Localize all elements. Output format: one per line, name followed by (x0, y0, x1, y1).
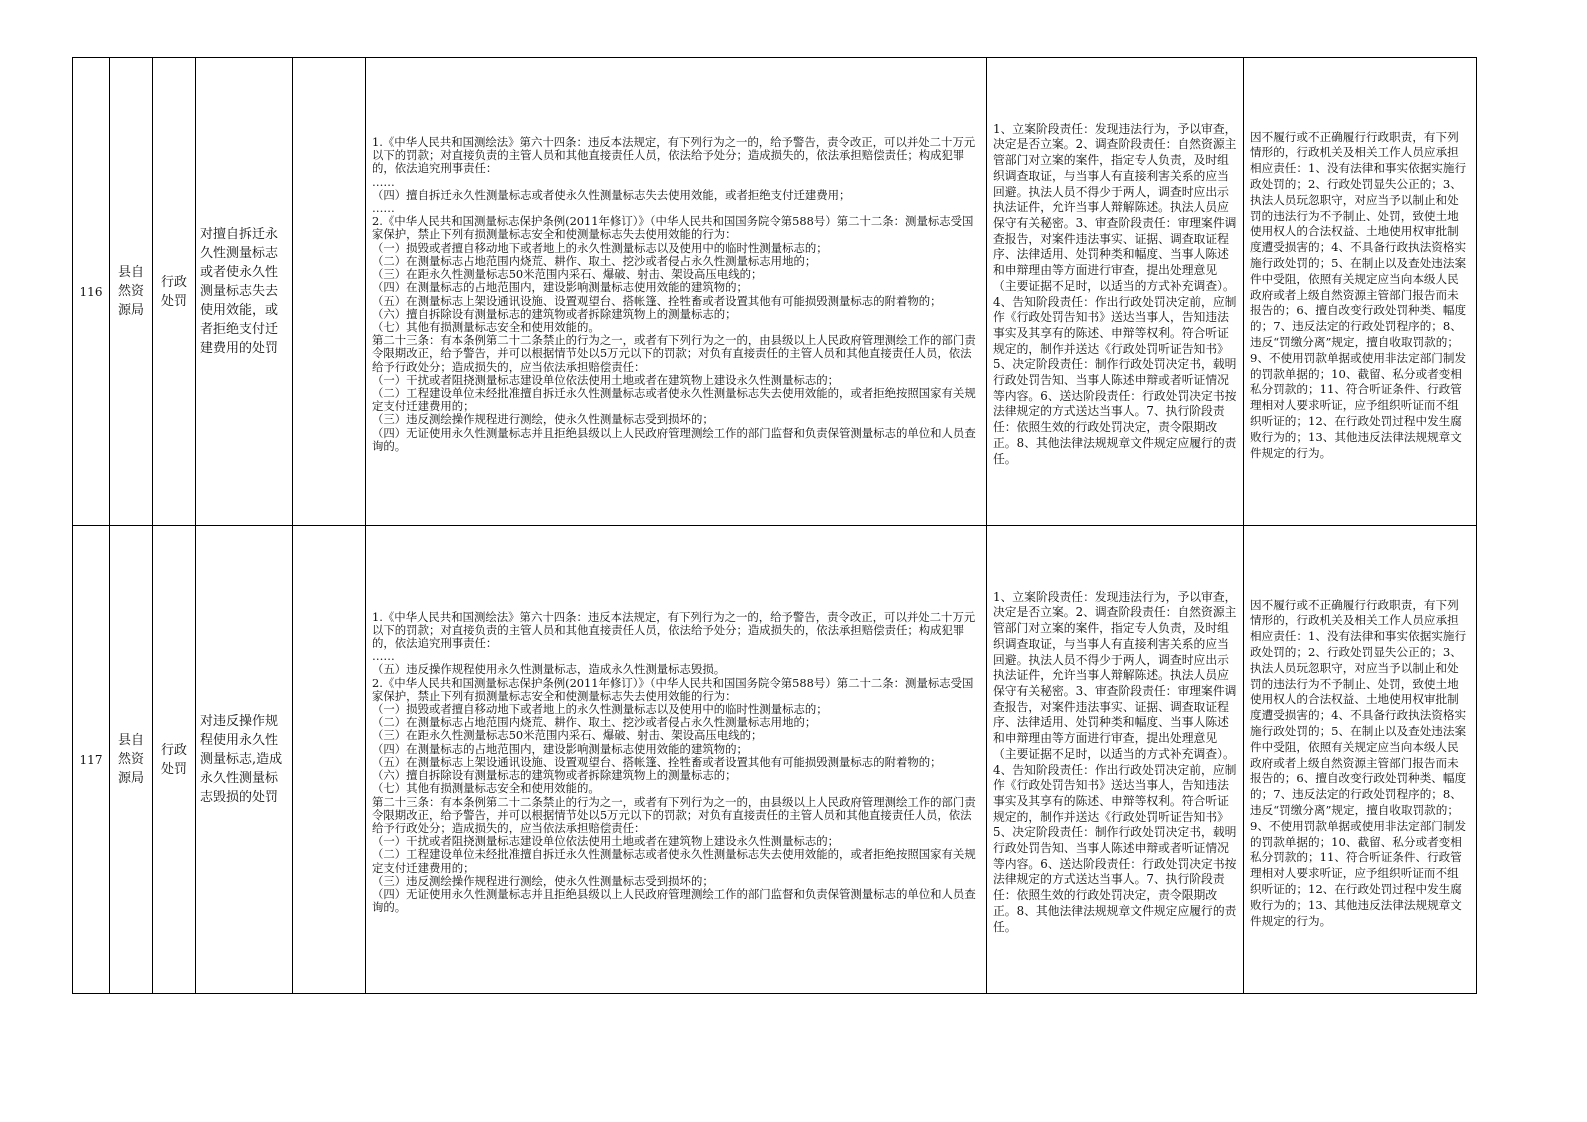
department-cell (110, 526, 153, 994)
power-item-cell (196, 526, 293, 994)
power-item-text: 对违反操作规程使用永久性测量标志,造成永久性测量标志毁损的处罚 (200, 714, 283, 805)
basis-line: （一）干扰或者阻挠测量标志建设单位依法使用土地或者在建筑物上建设永久性测量标志的； (372, 372, 840, 387)
table-row (73, 526, 1477, 994)
row-index: 116 (73, 58, 110, 526)
basis-line: （二）工程建设单位未经批准擅自拆迁永久性测量标志或者使永久性测量标志失去使用效能的，或者拒绝按照国家有关规定支付迁建费用的； (372, 847, 976, 875)
legal-basis-cell (366, 526, 987, 994)
basis-line: （二）在测量标志占地范围内烧荒、耕作、取土、挖沙或者侵占永久性测量标志用地的； (372, 253, 817, 268)
basis-line: （三）违反测绘操作规程进行测绘，使永久性测量标志受到损坏的； (372, 412, 714, 427)
basis-line: …… (372, 201, 395, 216)
basis-line: （三）违反测绘操作规程进行测绘，使永久性测量标志受到损坏的； (372, 873, 714, 888)
liability-text: 因不履行或不正确履行行政职责，有下列情形的，行政机关及相关工作人员应承担相应责任：1、没有法律和事实依据实施行政处罚的；2、行政处罚显失公正的；3、执法人员玩忽职守，对应当予以制止和处罚的违法行为不予制止、处罚，致使土地使用权人的合法权益、土地使用权审批制度遭受损害的；4、不具备行政执法资格实施行政处罚的；5、在制止以及查处违法案件中受阻，依照有关规定应当向本级人民政府或者上级自然资源主管部门报告而未报告的；6、擅自改变行政处罚种类、幅度的；7、违反法定的行政处罚程序的；8、违反“罚缴分离”规定，擅自收取罚款的；9、不使用罚款单据或使用非法定部门制发的罚款单据的；10、截留、私分或者变相私分罚款的；11、符合听证条件、行政管理相对人要求听证，应予组织听证而不组织听证的；12、在行政处罚过程中发生腐败行为的；13、其他违反法律法规规章文件规定的行为。 (1250, 129, 1467, 460)
basis-line: （四）在测量标志的占地范围内，建设影响测量标志使用效能的建筑物的； (372, 741, 748, 756)
basis-line: （二）在测量标志占地范围内烧荒、耕作、取土、挖沙或者侵占永久性测量标志用地的； (372, 715, 817, 730)
basis-line: 第二十三条：有本条例第二十二条禁止的行为之一，或者有下列行为之一的，由县级以上人民政府管理测绘工作的部门责令限期改正，给予警告，并可以根据情节处以5万元以下的罚款；对负有直接责任的主管人员和其他直接责任人员，依法给予行政处分；造成损失的，应当依法承担赔偿责任： (372, 794, 976, 835)
duty-cell (987, 526, 1244, 994)
duty-cell (987, 58, 1244, 526)
basis-line: 1.《中华人民共和国测绘法》第六十四条：违反本法规定，有下列行为之一的，给予警告，责令改正，可以并处二十万元以下的罚款；对直接负责的主管人员和其他直接责任人员，依法给予处分；造成损失的，依法承担赔偿责任；构成犯罪的，依法追究刑事责任： (372, 135, 976, 176)
power-type-cell (153, 526, 196, 994)
basis-line: （六）擅自拆除设有测量标志的建筑物或者拆除建筑物上的测量标志的； (372, 306, 737, 321)
row-index: 117 (73, 526, 110, 994)
legal-basis-text (366, 130, 986, 453)
department-text: 县自然资源局 (117, 265, 144, 318)
power-type-text: 行政处罚 (160, 274, 187, 309)
basis-line: 1.《中华人民共和国测绘法》第六十四条：违反本法规定，有下列行为之一的，给予警告，责令改正，可以并处二十万元以下的罚款；对直接负责的主管人员和其他直接责任人员，依法给予处分；造成损失的，依法承担赔偿责任；构成犯罪的，依法追究刑事责任： (372, 609, 976, 651)
legal-basis-text (366, 605, 986, 915)
basis-line: （三）在距永久性测量标志50米范围内采石、爆破、射击、架设高压电线的； (372, 267, 763, 282)
table-row (73, 58, 1477, 526)
basis-line: （一）损毁或者擅自移动地下或者地上的永久性测量标志以及使用中的临时性测量标志的； (372, 702, 828, 717)
duty-text: 1、立案阶段责任：发现违法行为，予以审查，决定是否立案。2、调查阶段责任：自然资源主管部门对立案的案件，指定专人负责，及时组织调查取证，与当事人有直接利害关系的应当回避。执法人员不得少于两人，调查时应出示执法证件，允许当事人辩解陈述。执法人员应保守有关秘密。3、审查阶段责任：审理案件调查报告，对案件违法事实、证据、调查取证程序、法律适用、处罚种类和幅度、当事人陈述和申辩理由等方面进行审查，提出处理意见（主要证据不足时，以适当的方式补充调查）。4、告知阶段责任：作出行政处罚决定前，应制作《行政处罚告知书》送达当事人，告知违法事实及其享有的陈述、申辩等权利。符合听证规定的，制作并送达《行政处罚听证告知书》5、决定阶段责任：制作行政处罚决定书，载明行政处罚告知、当事人陈述申辩或者听证情况等内容。6、送达阶段责任：行政处罚决定书按法律规定的方式送达当事人。7、执行阶段责任：依照生效的行政处罚决定，责令限期改正。8、其他法律法规规章文件规定应履行的责任。 (993, 121, 1237, 466)
liability-cell (1244, 58, 1477, 526)
basis-line: （五）违反操作规程使用永久性测量标志，造成永久性测量标志毁损。 (372, 662, 726, 677)
basis-line: 第二十三条：有本条例第二十二条禁止的行为之一，或者有下列行为之一的，由县级以上人民政府管理测绘工作的部门责令限期改正，给予警告，并可以根据情节处以5万元以下的罚款；对负有直接责任的主管人员和其他直接责任人员，依法给予行政处分；造成损失的，应当依法承担赔偿责任： (372, 333, 976, 374)
department-cell (110, 58, 153, 526)
basis-line: 2.《中华人民共和国测量标志保护条例(2011年修订）》（中华人民共和国国务院令第588号）第二十二条：测量标志受国家保护，禁止下列有损测量标志安全和使测量标志失去使用效能的行为： (372, 214, 974, 242)
basis-line: （七）其他有损测量标志安全和使用效能的。 (372, 319, 600, 334)
power-list-table (72, 57, 1477, 994)
empty-cell (293, 526, 366, 994)
basis-line: （五）在测量标志上架设通讯设施、设置观望台、搭帐篷、拴牲畜或者设置其他有可能损毁测量标志的附着物的； (372, 754, 942, 769)
liability-text: 因不履行或不正确履行行政职责，有下列情形的，行政机关及相关工作人员应承担相应责任：1、没有法律和事实依据实施行政处罚的；2、行政处罚显失公正的；3、执法人员玩忽职守，对应当予以制止和处罚的违法行为不予制止、处罚，致使土地使用权人的合法权益、土地使用权审批制度遭受损害的；4、不具备行政执法资格实施行政处罚的；5、在制止以及查处违法案件中受阻，依照有关规定应当向本级人民政府或者上级自然资源主管部门报告而未报告的；6、擅自改变行政处罚种类、幅度的；7、违反法定的行政处罚程序的；8、违反“罚缴分离”规定，擅自收取罚款的；9、不使用罚款单据或使用非法定部门制发的罚款单据的；10、截留、私分或者变相私分罚款的；11、符合听证条件、行政管理相对人要求听证，应予组织听证而不组织听证的；12、在行政处罚过程中发生腐败行为的；13、其他违反法律法规规章文件规定的行为。 (1250, 597, 1467, 928)
basis-line: （二）工程建设单位未经批准擅自拆迁永久性测量标志或者使永久性测量标志失去使用效能的，或者拒绝按照国家有关规定支付迁建费用的； (372, 385, 976, 414)
legal-basis-cell (366, 58, 987, 526)
basis-line: （五）在测量标志上架设通讯设施、设置观望台、搭帐篷、拴牲畜或者设置其他有可能损毁测量标志的附着物的； (372, 293, 942, 308)
basis-line: （四）擅自拆迁永久性测量标志或者使永久性测量标志失去使用效能，或者拒绝支付迁建费用； (372, 187, 851, 202)
basis-line: （七）其他有损测量标志安全和使用效能的。 (372, 781, 600, 796)
basis-line: （四）无证使用永久性测量标志并且拒绝县级以上人民政府管理测绘工作的部门监督和负责保管测量标志的单位和人员查询的。 (372, 425, 976, 453)
basis-line: （四）无证使用永久性测量标志并且拒绝县级以上人民政府管理测绘工作的部门监督和负责保管测量标志的单位和人员查询的。 (372, 886, 976, 915)
basis-line: 2.《中华人民共和国测量标志保护条例(2011年修订）》（中华人民共和国国务院令第588号）第二十二条：测量标志受国家保护，禁止下列有损测量标志安全和使测量标志失去使用效能的行为： (372, 675, 974, 703)
basis-line: …… (372, 174, 395, 189)
empty-cell (293, 58, 366, 526)
basis-line: …… (372, 649, 395, 664)
power-type-cell (153, 58, 196, 526)
basis-line: （一）干扰或者阻挠测量标志建设单位依法使用土地或者在建筑物上建设永久性测量标志的； (372, 834, 840, 849)
basis-line: （六）擅自拆除设有测量标志的建筑物或者拆除建筑物上的测量标志的； (372, 768, 737, 783)
department-text: 县自然资源局 (117, 733, 144, 786)
power-item-text: 对擅自拆迁永久性测量标志或者使永久性测量标志失去使用效能，或者拒绝支付迁建费用的处罚 (200, 227, 279, 356)
duty-text: 1、立案阶段责任：发现违法行为，予以审查，决定是否立案。2、调查阶段责任：自然资源主管部门对立案的案件，指定专人负责，及时组织调查取证，与当事人有直接利害关系的应当回避。执法人员不得少于两人，调查时应出示执法证件，允许当事人辩解陈述。执法人员应保守有关秘密。3、审查阶段责任：审理案件调查报告，对案件违法事实、证据、调查取证程序、法律适用、处罚种类和幅度、当事人陈述和申辩理由等方面进行审查，提出处理意见（主要证据不足时，以适当的方式补充调查）。4、告知阶段责任：作出行政处罚决定前，应制作《行政处罚告知书》送达当事人，告知违法事实及其享有的陈述、申辩等权利。符合听证规定的，制作并送达《行政处罚听证告知书》5、决定阶段责任：制作行政处罚决定书，载明行政处罚告知、当事人陈述申辩或者听证情况等内容。6、送达阶段责任：行政处罚决定书按法律规定的方式送达当事人。7、执行阶段责任：依照生效的行政处罚决定，责令限期改正。8、其他法律法规规章文件规定应履行的责任。 (993, 589, 1237, 934)
power-item-cell (196, 58, 293, 526)
basis-line: （三）在距永久性测量标志50米范围内采石、爆破、射击、架设高压电线的； (372, 728, 763, 743)
basis-line: （一）损毁或者擅自移动地下或者地上的永久性测量标志以及使用中的临时性测量标志的； (372, 240, 828, 255)
power-type-text: 行政处罚 (160, 742, 187, 777)
basis-line: （四）在测量标志的占地范围内，建设影响测量标志使用效能的建筑物的； (372, 280, 748, 295)
liability-cell (1244, 526, 1477, 994)
